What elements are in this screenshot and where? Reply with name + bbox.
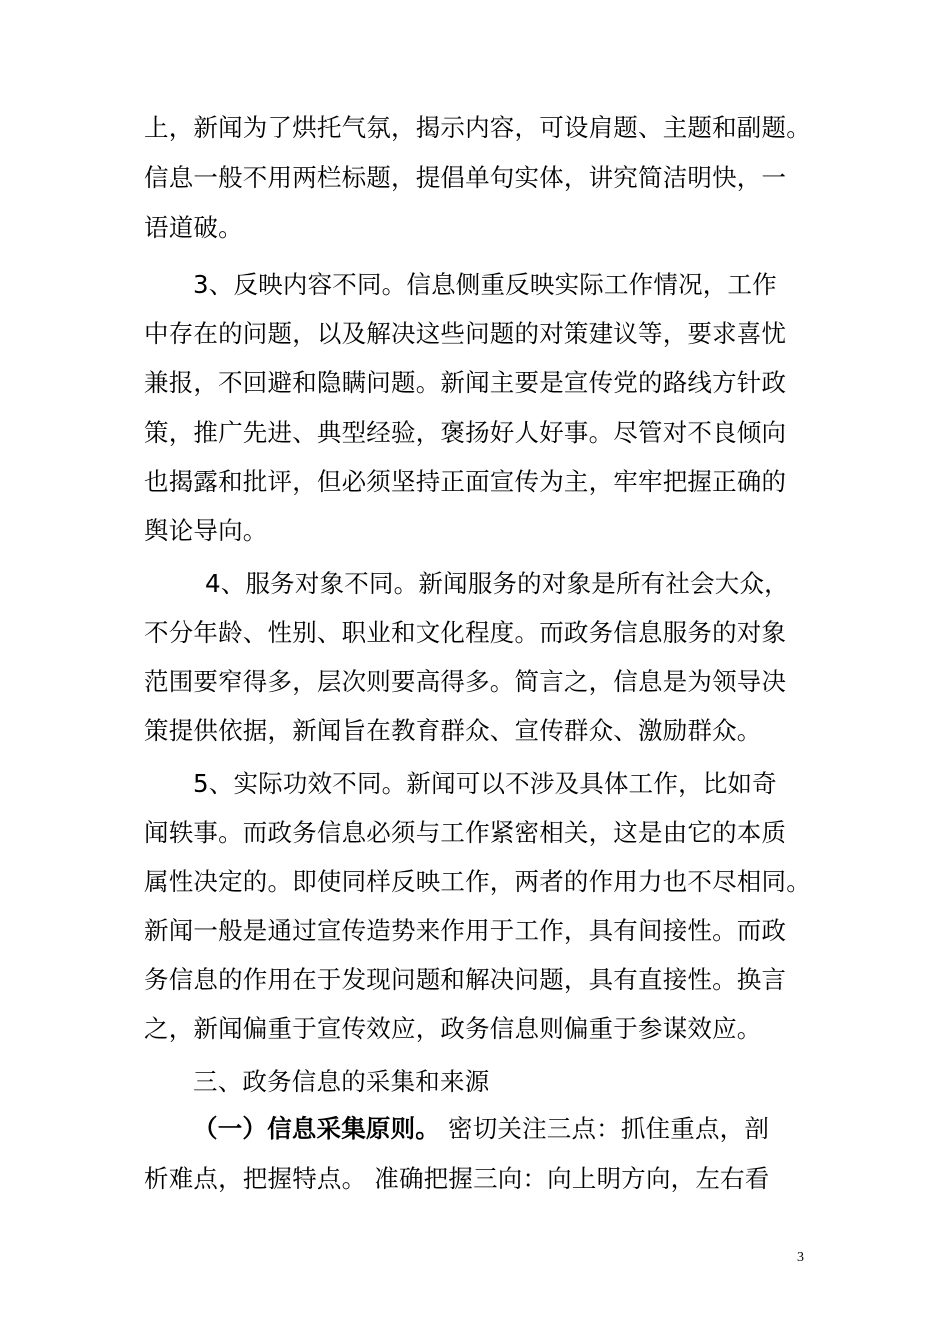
text-line: 策提供依据，新闻旨在教育群众、宣传群众、激励群众。 bbox=[144, 716, 762, 745]
text-line: 语道破。 bbox=[144, 213, 243, 242]
paragraph-4-start: 4、服务对象不同。新闻服务的对象是所有社会大众， bbox=[205, 569, 789, 598]
text-line: 之，新闻偏重于宣传效应，政务信息则偏重于参谋效应。 bbox=[144, 1014, 762, 1043]
paragraph-3-start: 3、反映内容不同。信息侧重反映实际工作情况，工作 bbox=[193, 270, 777, 299]
text-line: 中存在的问题，以及解决这些问题的对策建议等，要求喜忧 bbox=[144, 319, 787, 348]
text-line: 范围要窄得多，层次则要高得多。简言之，信息是为领导决 bbox=[144, 667, 787, 696]
page-number: 3 bbox=[797, 1250, 804, 1265]
section-title: 三、政务信息的采集和来源 bbox=[193, 1067, 490, 1096]
section-heading: （一）信息采集原则。 bbox=[193, 1114, 440, 1143]
text-line: 信息一般不用两栏标题，提倡单句实体，讲究简洁明快，一 bbox=[144, 163, 787, 192]
text-line: 属性决定的。即使同样反映工作，两者的作用力也不尽相同。 bbox=[144, 867, 811, 896]
text-line: 不分年龄、性别、职业和文化程度。而政务信息服务的对象 bbox=[144, 618, 787, 647]
text-line: 舆论导向。 bbox=[144, 516, 268, 545]
text-line: 闻轶事。而政务信息必须与工作紧密相关，这是由它的本质 bbox=[144, 818, 787, 847]
text-line: 上，新闻为了烘托气氛，揭示内容，可设肩题、主题和副题。 bbox=[144, 113, 811, 142]
text-line: 新闻一般是通过宣传造势来作用于工作，具有间接性。而政 bbox=[144, 916, 787, 945]
paragraph-5-start: 5、实际功效不同。新闻可以不涉及具体工作，比如奇 bbox=[193, 769, 777, 798]
text-line: 务信息的作用在于发现问题和解决问题，具有直接性。换言 bbox=[144, 965, 787, 994]
text-line: 兼报，不回避和隐瞒问题。新闻主要是宣传党的路线方针政 bbox=[144, 368, 787, 397]
section-principle-line bbox=[193, 1113, 769, 1145]
section-text: 密切关注三点：抓住重点，剖 bbox=[440, 1114, 770, 1143]
text-line: 析难点，把握特点。 准确把握三向：向上明方向，左右看 bbox=[144, 1164, 770, 1193]
text-line: 策，推广先进、典型经验，褒扬好人好事。尽管对不良倾向 bbox=[144, 418, 787, 447]
text-line: 也揭露和批评，但必须坚持正面宣传为主，牢牢把握正确的 bbox=[144, 467, 787, 496]
